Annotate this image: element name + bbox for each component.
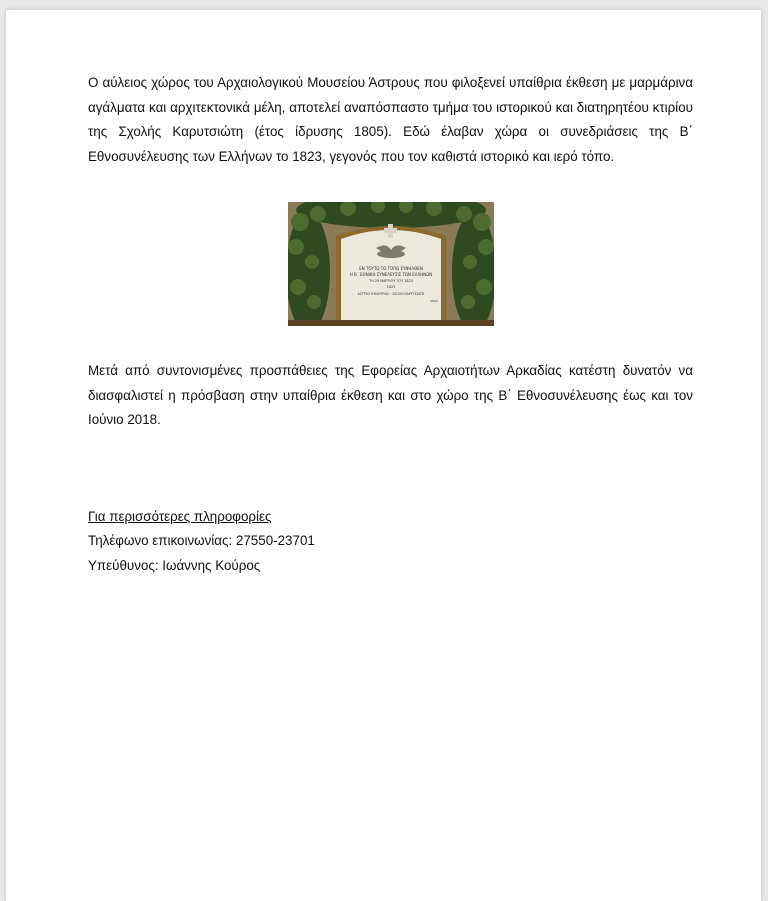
more-info-link[interactable]: Για περισσότερες πληροφορίες: [88, 508, 272, 524]
plaque-line-3: ΤΗ 29 ΜΑΡΤΙΟΥ ΤΟΥ 1823: [368, 279, 413, 283]
plaque-line-4: 1823: [386, 285, 395, 289]
plaque-line-2: Η Β΄ ΕΘΝΙΚΗ ΣΥΝΕΛΕΥΣΙΣ ΤΩΝ ΕΛΛΗΝΩΝ: [349, 272, 432, 277]
plaque-line-6: 1823: [429, 299, 438, 303]
access-paragraph: Μετά από συντονισμένες προσπάθειες της Εφορείας Αρχαιοτήτων Αρκαδίας κατέστη δυνατόν να διασφαλιστεί η πρόσβαση στην υπαίθρια έκθεση και στο χώρο της Β΄ Εθνοσυνέλευσης έως και τον Ιούνιο 2018.: [88, 363, 693, 427]
plaque-photo-container: [88, 202, 693, 326]
document-content: [88, 71, 693, 578]
plaque-line-5: ΑΣΤΡΟΣ ΚΥΝΟΥΡΙΑΣ · ΣΧΟΛΗ ΚΑΡΥΤΣΙΩΤΗ: [357, 292, 424, 296]
intro-paragraph: Ο αύλειος χώρος του Αρχαιολογικού Μουσείου Άστρους που φιλοξενεί υπαίθρια έκθεση με μαρμάρινα αγάλματα και αρχιτεκτονικά μέλη, αποτελεί αναπόσπαστο τμήμα του ιστορικού και διατηρητέου κτιρίου της Σχολής Καρυτσιώτη (έτος ίδρυσης 1805). Εδώ έλαβαν χώρα οι συνεδριάσεις της Β΄ Εθνοσυνέλευσης των Ελλήνων το 1823, γεγονός που τον καθιστά ιστορικό και ιερό τόπο.: [88, 75, 693, 164]
memorial-plaque-photo: [288, 202, 494, 326]
contact-info: [88, 505, 693, 579]
document-page: [6, 10, 761, 901]
phone-line: Τηλέφωνο επικοινωνίας: 27550-23701: [88, 533, 315, 548]
plaque-line-1: ΕΝ ΤΟΥΤΩ ΤΩ ΤΟΠΩ ΣΥΝΗΛΘΕΝ: [358, 266, 423, 271]
responsible-line: Υπεύθυνος: Ιωάννης Κούρος: [88, 557, 261, 573]
